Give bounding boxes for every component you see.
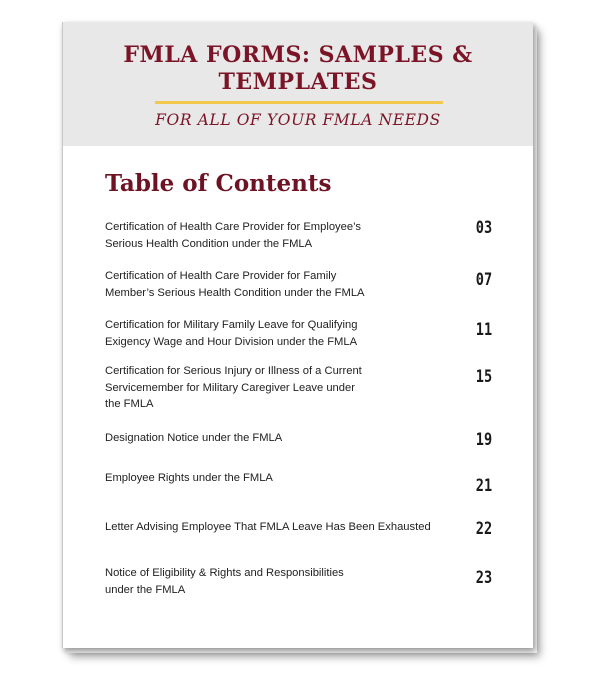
toc-entry-5-text[interactable]	[105, 430, 445, 447]
toc-entry-line: Certification of Health Care Provider for Employee’s	[105, 221, 361, 233]
toc-entry-line: Letter Advising Employee That FMLA Leave Has Been Exhausted	[105, 521, 431, 533]
toc-entry-line: the FMLA	[105, 398, 154, 410]
toc-entry-8-text[interactable]	[105, 565, 445, 598]
title-divider	[155, 101, 443, 104]
toc-entry-line: Certification for Military Family Leave for Qualifying	[105, 319, 358, 331]
document-page	[62, 22, 533, 648]
toc-entry-line: Servicemember for Military Caregiver Leave under	[105, 381, 355, 394]
header-band	[63, 22, 533, 146]
toc-entry-1-text[interactable]	[105, 219, 445, 252]
toc-entry-line: Exigency Wage and Hour Division under the FMLA	[105, 335, 358, 348]
toc-entry-3-text[interactable]	[105, 317, 445, 350]
toc-entry-line: Employee Rights under the FMLA	[105, 472, 273, 484]
toc-entry-line: Serious Health Condition under the FMLA	[105, 237, 313, 250]
toc-entry-line: Member’s Serious Health Condition under the FMLA	[105, 286, 365, 299]
document-title	[63, 42, 533, 96]
toc-entry-line: under the FMLA	[105, 583, 186, 596]
toc-entry-4-text[interactable]	[105, 363, 445, 413]
toc-entry-line: Designation Notice under the FMLA	[105, 432, 283, 444]
document-subtitle: FOR ALL OF YOUR FMLA NEEDS	[155, 111, 441, 129]
toc-entry-3-page[interactable]: 11	[475, 320, 493, 340]
toc-entry-6-page[interactable]: 21	[475, 476, 493, 496]
toc-entry-7-text[interactable]	[105, 519, 465, 536]
toc-entry-2-text[interactable]	[105, 268, 445, 301]
toc-entry-line: Certification for Serious Injury or Illness of a Current	[105, 365, 362, 377]
toc-entry-5-page[interactable]: 19	[475, 430, 493, 450]
toc-entry-line: Notice of Eligibility & Rights and Responsibilities	[105, 567, 344, 579]
toc-entry-8-page[interactable]: 23	[475, 568, 493, 588]
toc-entry-6-text[interactable]	[105, 470, 445, 487]
toc-entry-line: Certification of Health Care Provider for Family	[105, 270, 337, 282]
title-line-2: TEMPLATES	[218, 69, 378, 95]
toc-entry-2-page[interactable]: 07	[475, 270, 493, 290]
title-line-1: FMLA FORMS: SAMPLES &	[123, 42, 473, 68]
toc-entry-4-page[interactable]: 15	[475, 367, 493, 387]
toc-heading: Table of Contents	[105, 170, 332, 197]
toc-entry-1-page[interactable]: 03	[475, 218, 493, 238]
toc-entry-7-page[interactable]: 22	[475, 519, 493, 539]
